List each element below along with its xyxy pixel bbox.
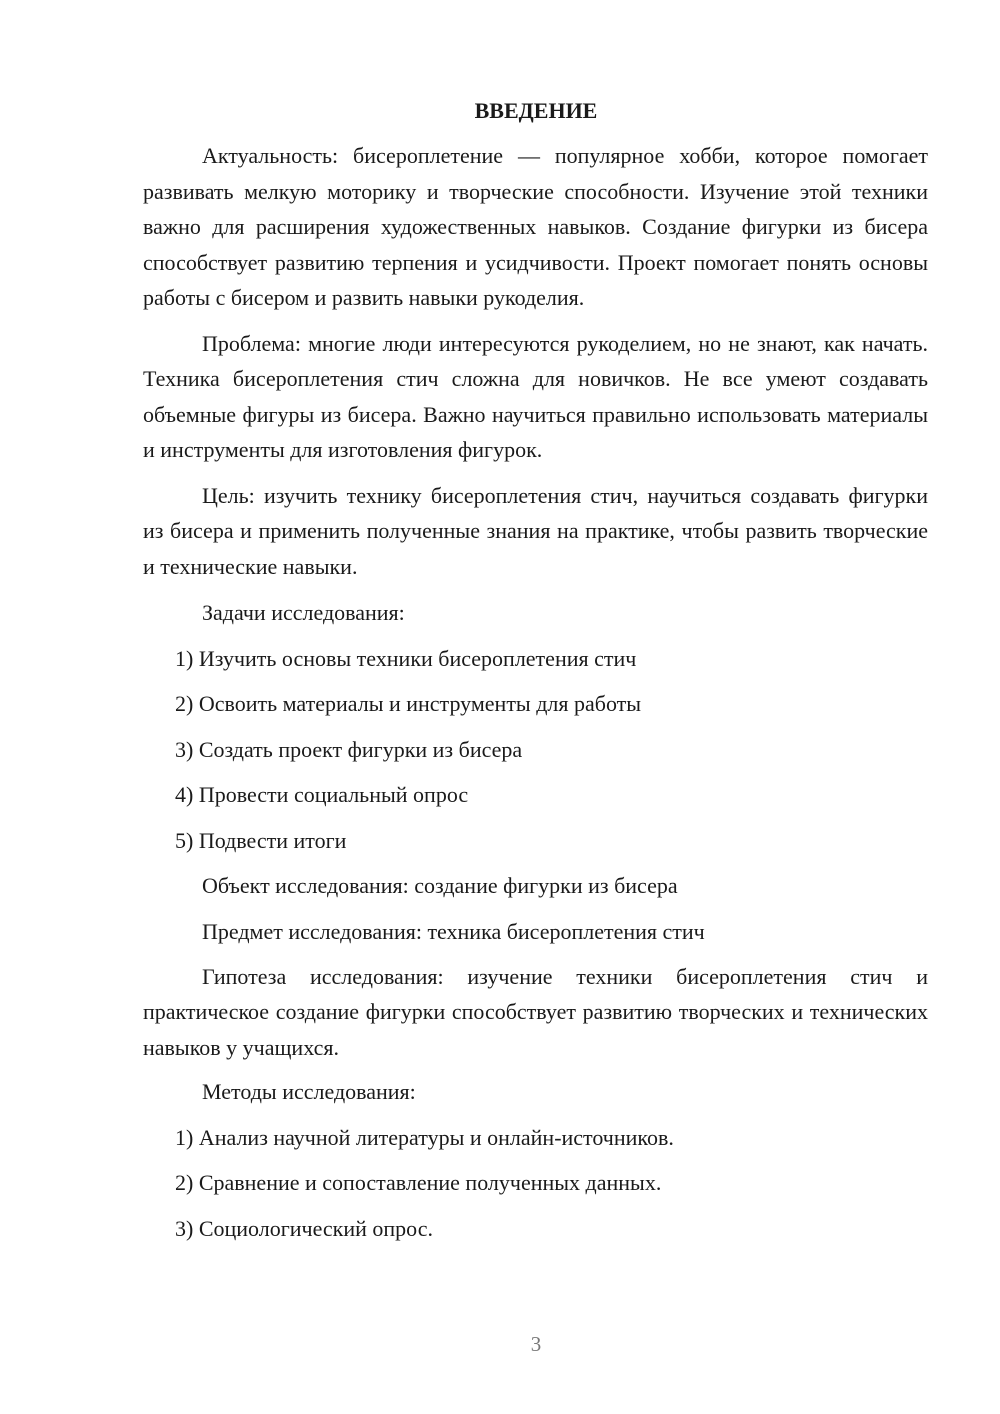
list-item: 3) Создать проект фигурки из бисера <box>175 736 523 762</box>
tasks-list <box>143 644 928 856</box>
problem-paragraph: Проблема: многие люди интересуются рукоделием, но не знают, как начать. Техника бисероплетения стич сложна для новичков. Не все умеют создавать объемные фигуры из бисера. Важно научиться правильно использовать материалы и инструменты для изготовления фигурок. <box>143 330 928 462</box>
page-number: 3 <box>530 1332 542 1356</box>
document-body <box>143 96 928 1244</box>
research-subject: Предмет исследования: техника бисероплетения стич <box>202 918 705 944</box>
list-item: 4) Провести социальный опрос <box>175 782 469 807</box>
tasks-label: Задачи исследования: <box>202 600 405 625</box>
list-item: 5) Подвести итоги <box>175 827 347 853</box>
methods-label: Методы исследования: <box>202 1079 416 1104</box>
list-item: 3) Социологический опрос. <box>175 1215 433 1241</box>
section-title: ВВЕДЕНИЕ <box>474 98 598 123</box>
list-item: 1) Анализ научной литературы и онлайн-источников. <box>175 1124 674 1150</box>
list-item: 2) Освоить материалы и инструменты для работы <box>175 691 642 716</box>
methods-list <box>143 1123 928 1244</box>
research-object: Объект исследования: создание фигурки из бисера <box>202 873 678 898</box>
hypothesis-paragraph: Гипотеза исследования: изучение техники бисероплетения стич и практическое создание фигурки способствует развитию творческих и технических навыков у учащихся. <box>143 963 928 1060</box>
relevance-paragraph: Актуальность: бисероплетение — популярное хобби, которое помогает развивать мелкую моторику и творческие способности. Изучение этой техники важно для расширения художественных навыков. Создание фигурки из бисера способствует развитию терпения и усидчивости. Проект помогает понять основы работы с бисером и развить навыки рукоделия. <box>143 143 928 310</box>
list-item: 1) Изучить основы техники бисероплетения стич <box>175 645 637 671</box>
goal-paragraph: Цель: изучить технику бисероплетения стич, научиться создавать фигурки из бисера и применить полученные знания на практике, чтобы развить творческие и технические навыки. <box>143 482 928 579</box>
list-item: 2) Сравнение и сопоставление полученных данных. <box>175 1170 662 1195</box>
